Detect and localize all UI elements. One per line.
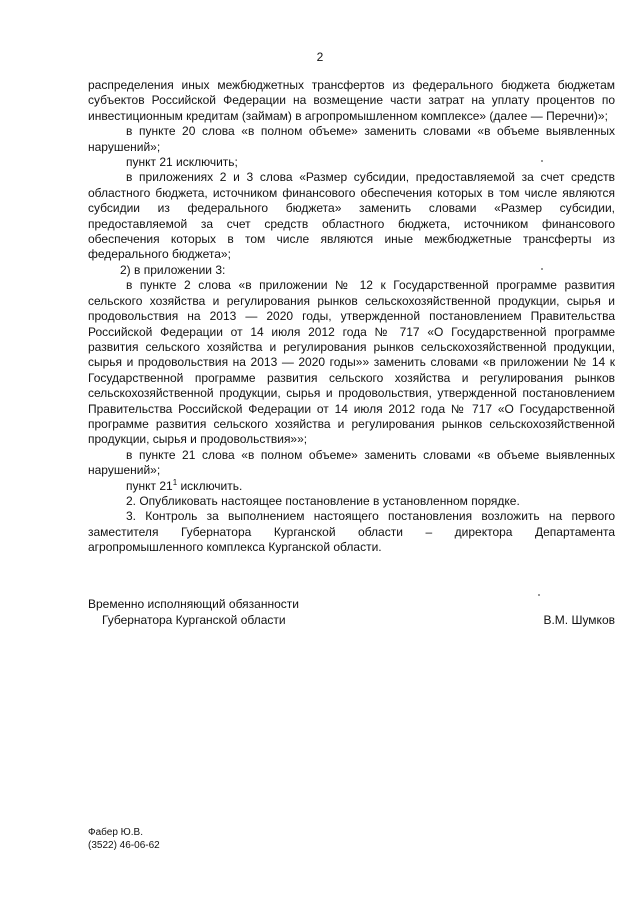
item-21-1-text-after: исключить. (177, 478, 243, 493)
signatory-position-line2: Губернатора Курганской области (102, 613, 286, 627)
executor-block (88, 826, 160, 852)
scan-speck (541, 160, 543, 162)
page-number: 2 (316, 50, 324, 64)
item-21-1-superscript: 1 (172, 477, 178, 487)
document-body (88, 78, 615, 556)
signatory-position-line1: Временно исполняющий обязанности (88, 597, 299, 611)
executor-name: Фабер Ю.В. (88, 827, 144, 838)
executor-phone: (3522) 46-06-62 (88, 840, 160, 851)
paragraph-control: 3. Контроль за выполнением настоящего постановления возложить на первого заместителя Губернатора Курганской области – директора Департамента агропромышленного комплекса Курганской области. (88, 509, 615, 555)
paragraph-item-2: в пункте 2 слова «в приложении № 12 к Государственной программе развития сельского хозяйства и регулирования рынков сельскохозяйственной продукции, сырья и продовольствия на 2013 — 2020 годы, утвержденной постановлением Правительства Российской Федерации от 14 июля 2012 года № 717 «О Государственной программе развития сельского хозяйства и регулирования рынков сельскохозяйственной продукции, сырья и продовольствия на 2013 — 2020 годы»» заменить словами «в приложении № 14 к Государственной программе развития сельского хозяйства и регулирования рынков сельскохозяйственной продукции, сырья и продовольствия, утвержденной постановлением Правительства Российской Федерации от 14 июля 2012 года № 717 «О Государственной программе развития сельского хозяйства и регулирования рынков сельскохозяйственной продукции, сырья и продовольствия»»; (88, 278, 615, 447)
scan-speck (538, 594, 540, 596)
paragraph-item-21-exclude: пункт 21 исключить; (126, 155, 238, 170)
paragraph-publish: 2. Опубликовать настоящее постановление в установленном порядке. (126, 493, 520, 508)
paragraph-item-20: в пункте 20 слова «в полном объеме» заменить словами «в объеме выявленных нарушений»; (88, 124, 615, 154)
paragraph-appendix-3-heading: 2) в приложении 3: (120, 262, 226, 277)
paragraph-appendices-2-3: в приложениях 2 и 3 слова «Размер субсидии, предоставляемой за счет средств областного бюджета, источником финансового обеспечения которых в том числе являются субсидии из федерального бюджета» заменить словами «Размер субсидии, предоставляемой за счет средств областного бюджета, источником финансового обеспечения которых в том числе являются иные межбюджетные трансферты из федерального бюджета»; (88, 170, 615, 262)
paragraph-continuation: распределения иных межбюджетных трансфертов из федерального бюджета бюджетам субъектов Российской Федерации на возмещение части затрат на уплату процентов по инвестиционным кредитам (займам) в агропромышленном комплексе» (далее — Перечни)»; (88, 78, 615, 123)
item-21-1-text-before: пункт 21 (126, 478, 173, 493)
signatory-name: В.М. Шумков (543, 613, 615, 627)
paragraph-item-21-1-exclude (88, 479, 615, 494)
paragraph-item-21-replace: в пункте 21 слова «в полном объеме» заменить словами «в объеме выявленных нарушений»; (88, 447, 615, 478)
scan-speck (541, 268, 543, 270)
